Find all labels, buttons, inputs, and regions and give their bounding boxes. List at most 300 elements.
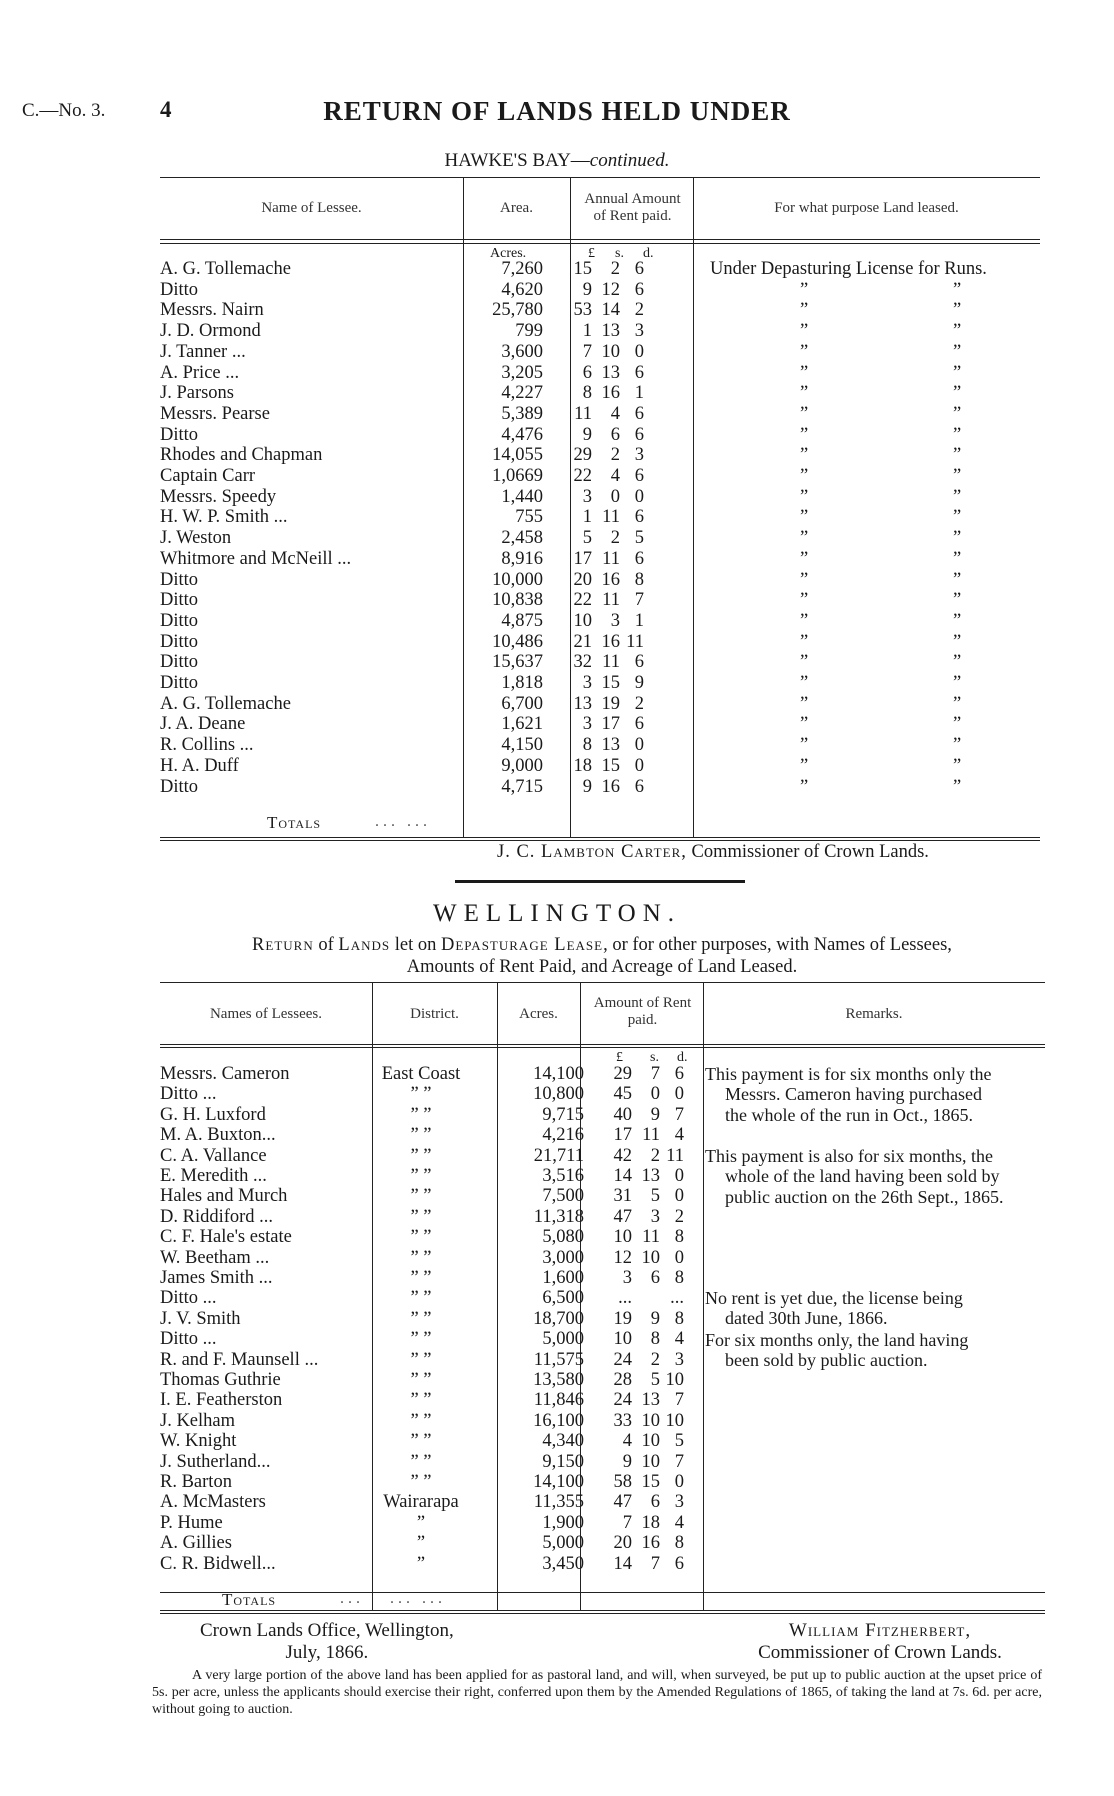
lessee-name: J. Parsons xyxy=(160,383,235,404)
unit-acres: Acres. xyxy=(490,246,527,261)
lessee-name: James Smith ... xyxy=(160,1268,273,1288)
rent-pounds: 5 xyxy=(582,528,592,549)
header-remarks: Remarks. xyxy=(845,1006,903,1022)
lessee-name: J. D. Ormond xyxy=(160,321,261,342)
rent-shillings: 15 xyxy=(641,1472,660,1492)
lessee-name: A. G. Tollemache xyxy=(160,693,291,714)
lessee-row xyxy=(160,1554,1045,1574)
lessee-name: Messrs. Pearse xyxy=(160,403,270,424)
district: ” ” xyxy=(410,1308,432,1329)
rent-pence: 3 xyxy=(674,1492,684,1513)
lessee-row xyxy=(160,1248,1045,1268)
rent-pounds: 10 xyxy=(573,610,592,631)
totals-dots-2: ... xyxy=(340,1590,364,1607)
lessee-name: R. and F. Maunsell ... xyxy=(160,1349,319,1370)
rent-pounds: 17 xyxy=(613,1125,632,1146)
rent-pence: 1 xyxy=(634,610,644,631)
acres-value: 18,700 xyxy=(533,1308,584,1329)
lessee-row xyxy=(160,425,1040,446)
lessee-name: Hales and Murch xyxy=(160,1186,288,1207)
lessee-name: H. W. P. Smith ... xyxy=(160,507,288,528)
district: ” ” xyxy=(410,1268,432,1288)
rent-shillings: 2 xyxy=(610,259,620,279)
rent-shillings: 13 xyxy=(641,1390,660,1411)
ditto-mark: ” xyxy=(800,383,809,404)
lessee-row xyxy=(160,1125,1045,1145)
lessee-row xyxy=(160,363,1040,384)
lessee-name: A. Price ... xyxy=(160,362,240,383)
rent-pence: 0 xyxy=(634,486,644,507)
lessee-name: M. A. Buxton... xyxy=(160,1125,276,1146)
rent-pence: 10 xyxy=(665,1370,684,1390)
rent-pounds: 1 xyxy=(582,321,592,342)
acres-value: 13,580 xyxy=(533,1370,584,1390)
rent-shillings: 0 xyxy=(650,1084,660,1105)
rent-shillings: 7 xyxy=(650,1553,660,1574)
ditto-mark: ” xyxy=(953,755,962,776)
lessee-name: Ditto xyxy=(160,776,199,797)
district: ” xyxy=(416,1533,426,1554)
acres-value: 5,080 xyxy=(542,1227,584,1248)
rent-shillings: 12 xyxy=(601,279,620,300)
ditto-mark: ” xyxy=(800,528,809,549)
header-amount-of-rent: Amount of Rent paid. xyxy=(593,995,692,1028)
rent-pounds: 47 xyxy=(613,1206,632,1227)
lessee-name: Ditto xyxy=(160,673,199,693)
rent-shillings: 4 xyxy=(610,466,620,486)
header-purpose: For what purpose Land leased. xyxy=(774,200,959,216)
ditto-mark: ” xyxy=(800,424,809,445)
totals-label-2: Totals xyxy=(222,1590,277,1609)
acres-value: 16,100 xyxy=(533,1410,584,1431)
rent-pounds: 1 xyxy=(582,507,592,528)
rent-shillings: 15 xyxy=(601,673,620,693)
lessee-row xyxy=(160,1533,1045,1553)
rent-pounds: 31 xyxy=(613,1186,632,1207)
lessee-name: J. Kelham xyxy=(160,1410,236,1431)
lessee-name: C. R. Bidwell... xyxy=(160,1553,276,1574)
header-acres: Acres. xyxy=(519,1006,558,1022)
lessee-row xyxy=(160,694,1040,715)
lessee-row xyxy=(160,611,1040,632)
lessee-row xyxy=(160,507,1040,528)
ditto-mark: ” xyxy=(800,590,809,611)
section-title: HAWKE'S BAY—continued. xyxy=(444,150,670,171)
area-value: 4,150 xyxy=(501,735,543,756)
district: Wairarapa xyxy=(383,1492,459,1513)
page-number: 4 xyxy=(160,97,172,122)
acres-value: 3,000 xyxy=(542,1247,584,1268)
ditto-mark: ” xyxy=(953,714,962,735)
rent-pounds: 32 xyxy=(573,652,592,673)
district: ” ” xyxy=(410,1349,432,1370)
ditto-mark: ” xyxy=(953,507,962,528)
rent-shillings: 10 xyxy=(641,1247,660,1268)
ditto-mark: ” xyxy=(800,714,809,735)
lessee-name: Ditto xyxy=(160,590,199,611)
rent-pounds: 20 xyxy=(573,569,592,590)
lessee-name: A. G. Tollemache xyxy=(160,259,291,279)
rent-pence: 7 xyxy=(674,1104,684,1125)
ditto-mark: ” xyxy=(953,776,962,797)
lessee-row xyxy=(160,445,1040,466)
lessee-row xyxy=(160,1452,1045,1472)
area-value: 6,700 xyxy=(501,693,543,714)
district: ” xyxy=(416,1553,426,1574)
rent-pence: 6 xyxy=(634,424,644,445)
lessee-name: Ditto xyxy=(160,424,199,445)
lessee-row xyxy=(160,714,1040,735)
rent-pounds: 14 xyxy=(613,1553,632,1574)
ditto-mark: ” xyxy=(800,693,809,714)
lessee-name: Messrs. Nairn xyxy=(160,300,264,321)
ditto-mark: ” xyxy=(953,590,962,611)
rent-pence: 4 xyxy=(674,1125,684,1146)
area-value: 755 xyxy=(515,507,543,528)
footnote: A very large portion of the above land has been applied for as pastoral land, and will, when surveyed, be put up to public auction at the upset price of 5s. per acre, unless the applicants should exercise their right, conferred upon them by the Amended Regulations of 1865, of taking the land at 7s. 6d. per acre, without going to auction. xyxy=(152,1668,1042,1717)
rent-pence: ... xyxy=(670,1288,684,1309)
lessee-name: Thomas Guthrie xyxy=(160,1370,281,1390)
district: ” ” xyxy=(410,1104,432,1125)
rent-pence: 0 xyxy=(634,341,644,362)
ditto-mark: ” xyxy=(800,445,809,466)
acres-value: 11,355 xyxy=(533,1492,584,1513)
lessee-name: Messrs. Speedy xyxy=(160,486,277,507)
acres-value: 5,000 xyxy=(542,1329,584,1350)
area-value: 1,818 xyxy=(501,673,543,693)
acres-value: 4,216 xyxy=(542,1125,584,1146)
rent-shillings: 11 xyxy=(602,507,620,528)
acres-value: 3,516 xyxy=(542,1166,584,1186)
ditto-mark: ” xyxy=(800,569,809,590)
rent-shillings: 11 xyxy=(602,548,620,569)
area-value: 9,000 xyxy=(501,755,543,776)
ditto-mark: ” xyxy=(953,362,962,383)
rent-pence: 3 xyxy=(634,321,644,342)
lessee-row xyxy=(160,259,1040,280)
footer-signature: William Fitzherbert, Commissioner of Crown Lands. xyxy=(758,1620,1002,1663)
rent-pence: 2 xyxy=(634,300,644,321)
rent-pence: 6 xyxy=(634,776,644,797)
commissioner-signature: J. C. Lambton Carter, Commissioner of Crown Lands. xyxy=(497,842,929,862)
unit-pounds: £ xyxy=(588,246,595,261)
lessee-row xyxy=(160,487,1040,508)
rent-pence: 7 xyxy=(634,590,644,611)
lessee-row xyxy=(160,673,1040,694)
lessee-name: J. Tanner ... xyxy=(160,341,246,362)
lessee-name: W. Beetham ... xyxy=(160,1247,270,1268)
acres-value: 9,715 xyxy=(542,1104,584,1125)
lessee-name: D. Riddiford ... xyxy=(160,1206,274,1227)
rent-shillings: 19 xyxy=(601,693,620,714)
ditto-mark: ” xyxy=(953,403,962,424)
lessee-row xyxy=(160,777,1040,798)
rent-shillings: 6 xyxy=(650,1268,660,1288)
ditto-mark: ” xyxy=(953,279,962,300)
rent-pounds: 9 xyxy=(582,776,592,797)
ditto-mark: ” xyxy=(953,383,962,404)
rent-shillings: 13 xyxy=(641,1166,660,1186)
rent-pence: 11 xyxy=(626,631,644,652)
area-value: 799 xyxy=(515,321,543,342)
rent-shillings: 0 xyxy=(610,486,620,507)
lessee-name: Whitmore and McNeill ... xyxy=(160,548,352,569)
area-value: 14,055 xyxy=(492,445,543,466)
lessee-row xyxy=(160,342,1040,363)
lessee-name: P. Hume xyxy=(160,1512,223,1533)
acres-value: 3,450 xyxy=(542,1553,584,1574)
district: ” ” xyxy=(410,1431,432,1452)
unit-shillings-2: s. xyxy=(650,1050,659,1065)
ditto-mark: ” xyxy=(953,610,962,631)
rent-pounds: 28 xyxy=(613,1370,632,1390)
rent-shillings: 13 xyxy=(601,735,620,756)
ditto-mark: ” xyxy=(800,486,809,507)
ditto-mark: ” xyxy=(800,776,809,797)
ditto-mark: ” xyxy=(800,631,809,652)
rent-pounds: 9 xyxy=(582,424,592,445)
acres-value: 1,900 xyxy=(542,1512,584,1533)
district: ” ” xyxy=(410,1288,432,1309)
rent-pence: 1 xyxy=(634,383,644,404)
rent-pence: 5 xyxy=(634,528,644,549)
rent-pounds: 29 xyxy=(573,445,592,466)
rent-pounds: 40 xyxy=(613,1104,632,1125)
rent-pounds: 19 xyxy=(613,1308,632,1329)
ditto-mark: ” xyxy=(800,403,809,424)
acres-value: 7,500 xyxy=(542,1186,584,1207)
lessee-name: Ditto xyxy=(160,569,199,590)
rent-pence: 0 xyxy=(634,735,644,756)
rent-pence: 0 xyxy=(674,1247,684,1268)
area-value: 4,715 xyxy=(501,776,543,797)
lessee-row xyxy=(160,1268,1045,1288)
rent-shillings: 3 xyxy=(650,1206,660,1227)
acres-value: 14,100 xyxy=(533,1472,584,1492)
remark-vallance: This payment is also for six months, the whole of the land having been sold by public auction on the 26th Sept., 1865. xyxy=(705,1146,1004,1207)
rent-pence: 11 xyxy=(666,1145,684,1166)
page-title: RETURN OF LANDS HELD UNDER xyxy=(323,96,791,126)
rent-pounds: 8 xyxy=(582,735,592,756)
lessee-row xyxy=(160,300,1040,321)
wellington-table xyxy=(160,982,1045,1622)
rent-pounds: 42 xyxy=(613,1145,632,1166)
district: ” ” xyxy=(410,1186,432,1207)
lessee-name: A. Gillies xyxy=(160,1533,232,1554)
ditto-mark: ” xyxy=(800,466,809,486)
lessee-row xyxy=(160,1492,1045,1512)
ditto-mark: ” xyxy=(953,673,962,693)
rent-pence: 6 xyxy=(634,652,644,673)
lessee-row xyxy=(160,735,1040,756)
district: ” ” xyxy=(410,1390,432,1411)
lessee-name: Ditto ... xyxy=(160,1084,217,1105)
lessee-row xyxy=(160,1513,1045,1533)
lessee-name: Captain Carr xyxy=(160,466,256,486)
lessee-name: I. E. Featherston xyxy=(160,1390,283,1411)
acres-value: 5,000 xyxy=(542,1533,584,1554)
rent-pence: 0 xyxy=(634,755,644,776)
ditto-mark: ” xyxy=(953,548,962,569)
area-value: 3,600 xyxy=(501,341,543,362)
wellington-description: Return of Lands let on Depasturage Lease, or for other purposes, with Names of Lessees, Amounts of Rent Paid, and Acreage of Land Leased. xyxy=(252,935,952,977)
lessee-name: Messrs. Cameron xyxy=(160,1064,290,1084)
lessee-row xyxy=(160,1431,1045,1451)
rent-shillings: 10 xyxy=(641,1431,660,1452)
area-value: 1,621 xyxy=(501,714,543,735)
rent-pence: 10 xyxy=(665,1410,684,1431)
rent-pounds: 3 xyxy=(582,486,592,507)
acres-value: 11,575 xyxy=(533,1349,584,1370)
ditto-mark: ” xyxy=(800,610,809,631)
ditto-mark: ” xyxy=(953,341,962,362)
totals-label: Totals xyxy=(267,813,322,832)
lessee-row xyxy=(160,1370,1045,1390)
lessee-row xyxy=(160,1411,1045,1431)
rent-shillings: 2 xyxy=(650,1145,660,1166)
lessee-name: J. Weston xyxy=(160,528,232,549)
rent-pence: 6 xyxy=(634,403,644,424)
rent-pounds: 11 xyxy=(574,403,592,424)
rent-pence: 8 xyxy=(674,1308,684,1329)
ditto-mark: ” xyxy=(800,362,809,383)
rent-shillings: 3 xyxy=(610,610,620,631)
rent-pounds: 53 xyxy=(573,300,592,321)
totals-dots: ... ... xyxy=(375,813,431,830)
rent-pounds: 9 xyxy=(622,1451,632,1472)
header-annual-rent: Annual Amount of Rent paid. xyxy=(584,191,681,224)
lessee-row xyxy=(160,570,1040,591)
area-value: 1,0669 xyxy=(492,466,543,486)
rent-pounds: 3 xyxy=(582,714,592,735)
rent-pence: 4 xyxy=(674,1329,684,1350)
hawkes-bay-table xyxy=(160,177,1040,837)
ditto-mark: ” xyxy=(800,548,809,569)
rent-pence: 6 xyxy=(634,548,644,569)
rent-shillings: 10 xyxy=(641,1451,660,1472)
lessee-row xyxy=(160,590,1040,611)
rent-pounds: ... xyxy=(618,1288,632,1309)
area-value: 5,389 xyxy=(501,403,543,424)
rent-shillings: 16 xyxy=(601,776,620,797)
rent-pence: 8 xyxy=(634,569,644,590)
rent-pounds: 10 xyxy=(613,1329,632,1350)
lessee-name: G. H. Luxford xyxy=(160,1104,266,1125)
rent-shillings: 11 xyxy=(642,1125,660,1146)
district: East Coast xyxy=(381,1064,461,1084)
rent-pence: 4 xyxy=(674,1512,684,1533)
document-reference: C.—No. 3. xyxy=(22,100,106,121)
acres-value: 11,318 xyxy=(533,1206,584,1227)
rent-shillings: 15 xyxy=(601,755,620,776)
area-value: 4,875 xyxy=(501,610,543,631)
rent-shillings: 8 xyxy=(650,1329,660,1350)
area-value: 1,440 xyxy=(501,486,543,507)
lessee-name: J. V. Smith xyxy=(160,1308,241,1329)
header-district: District. xyxy=(410,1006,459,1022)
rent-pence: 0 xyxy=(674,1166,684,1186)
rent-pence: 6 xyxy=(634,362,644,383)
lessee-name: H. A. Duff xyxy=(160,755,239,776)
rent-shillings: 13 xyxy=(601,362,620,383)
rent-pounds: 47 xyxy=(613,1492,632,1513)
rent-pounds: 21 xyxy=(573,631,592,652)
rent-pence: 3 xyxy=(674,1349,684,1370)
rent-pounds: 3 xyxy=(622,1268,632,1288)
rent-pounds: 33 xyxy=(613,1410,632,1431)
rent-pence: 6 xyxy=(634,466,644,486)
lessee-row xyxy=(160,383,1040,404)
ditto-mark: ” xyxy=(953,486,962,507)
rent-shillings: 16 xyxy=(601,631,620,652)
rent-shillings: 16 xyxy=(641,1533,660,1554)
ditto-mark: ” xyxy=(800,673,809,693)
header-area: Area. xyxy=(500,200,533,216)
rent-pence: 6 xyxy=(634,507,644,528)
rent-pounds: 7 xyxy=(582,341,592,362)
ditto-mark: ” xyxy=(800,652,809,673)
lessee-row xyxy=(160,528,1040,549)
remark-six-months: For six months only, the land having been sold by public auction. xyxy=(705,1330,969,1371)
lessee-name: Ditto ... xyxy=(160,1288,217,1309)
rent-shillings: 4 xyxy=(610,403,620,424)
rent-pounds: 17 xyxy=(573,548,592,569)
area-value: 7,260 xyxy=(501,259,543,279)
acres-value: 4,340 xyxy=(542,1431,584,1452)
rent-pounds: 6 xyxy=(582,362,592,383)
lessee-row xyxy=(160,404,1040,425)
rent-pounds: 12 xyxy=(613,1247,632,1268)
rent-shillings: 5 xyxy=(650,1186,660,1207)
ditto-mark: ” xyxy=(800,507,809,528)
lessee-row xyxy=(160,280,1040,301)
lessee-row xyxy=(160,1472,1045,1492)
rent-shillings: 16 xyxy=(601,569,620,590)
rent-pounds: 45 xyxy=(613,1084,632,1105)
ditto-mark: ” xyxy=(953,445,962,466)
area-value: 4,476 xyxy=(501,424,543,445)
rent-pence: 8 xyxy=(674,1268,684,1288)
lessee-row xyxy=(160,1227,1045,1247)
area-value: 3,205 xyxy=(501,362,543,383)
lessee-name: Ditto xyxy=(160,652,199,673)
ditto-mark: ” xyxy=(953,652,962,673)
rent-pounds: 8 xyxy=(582,383,592,404)
acres-value: 21,711 xyxy=(533,1145,584,1166)
lessee-name: J. Sutherland... xyxy=(160,1451,271,1472)
lessee-row xyxy=(160,756,1040,777)
rent-pence: 3 xyxy=(634,445,644,466)
ditto-mark: ” xyxy=(953,569,962,590)
ditto-mark: ” xyxy=(953,631,962,652)
ditto-mark: ” xyxy=(953,300,962,321)
rent-shillings: 6 xyxy=(650,1492,660,1513)
rent-shillings: 7 xyxy=(650,1064,660,1084)
ditto-mark: ” xyxy=(800,300,809,321)
district: ” ” xyxy=(410,1166,432,1186)
header-names-of-lessees: Names of Lessees. xyxy=(209,1006,323,1022)
district: ” ” xyxy=(410,1370,432,1390)
unit-shillings: s. xyxy=(615,246,624,261)
rent-shillings: 13 xyxy=(601,321,620,342)
rent-shillings: 6 xyxy=(610,424,620,445)
rent-pounds: 3 xyxy=(582,673,592,693)
rent-pence: 7 xyxy=(674,1451,684,1472)
district: ” ” xyxy=(410,1247,432,1268)
rent-pounds: 4 xyxy=(622,1431,632,1452)
rent-pence: 6 xyxy=(674,1553,684,1574)
acres-value: 1,600 xyxy=(542,1268,584,1288)
